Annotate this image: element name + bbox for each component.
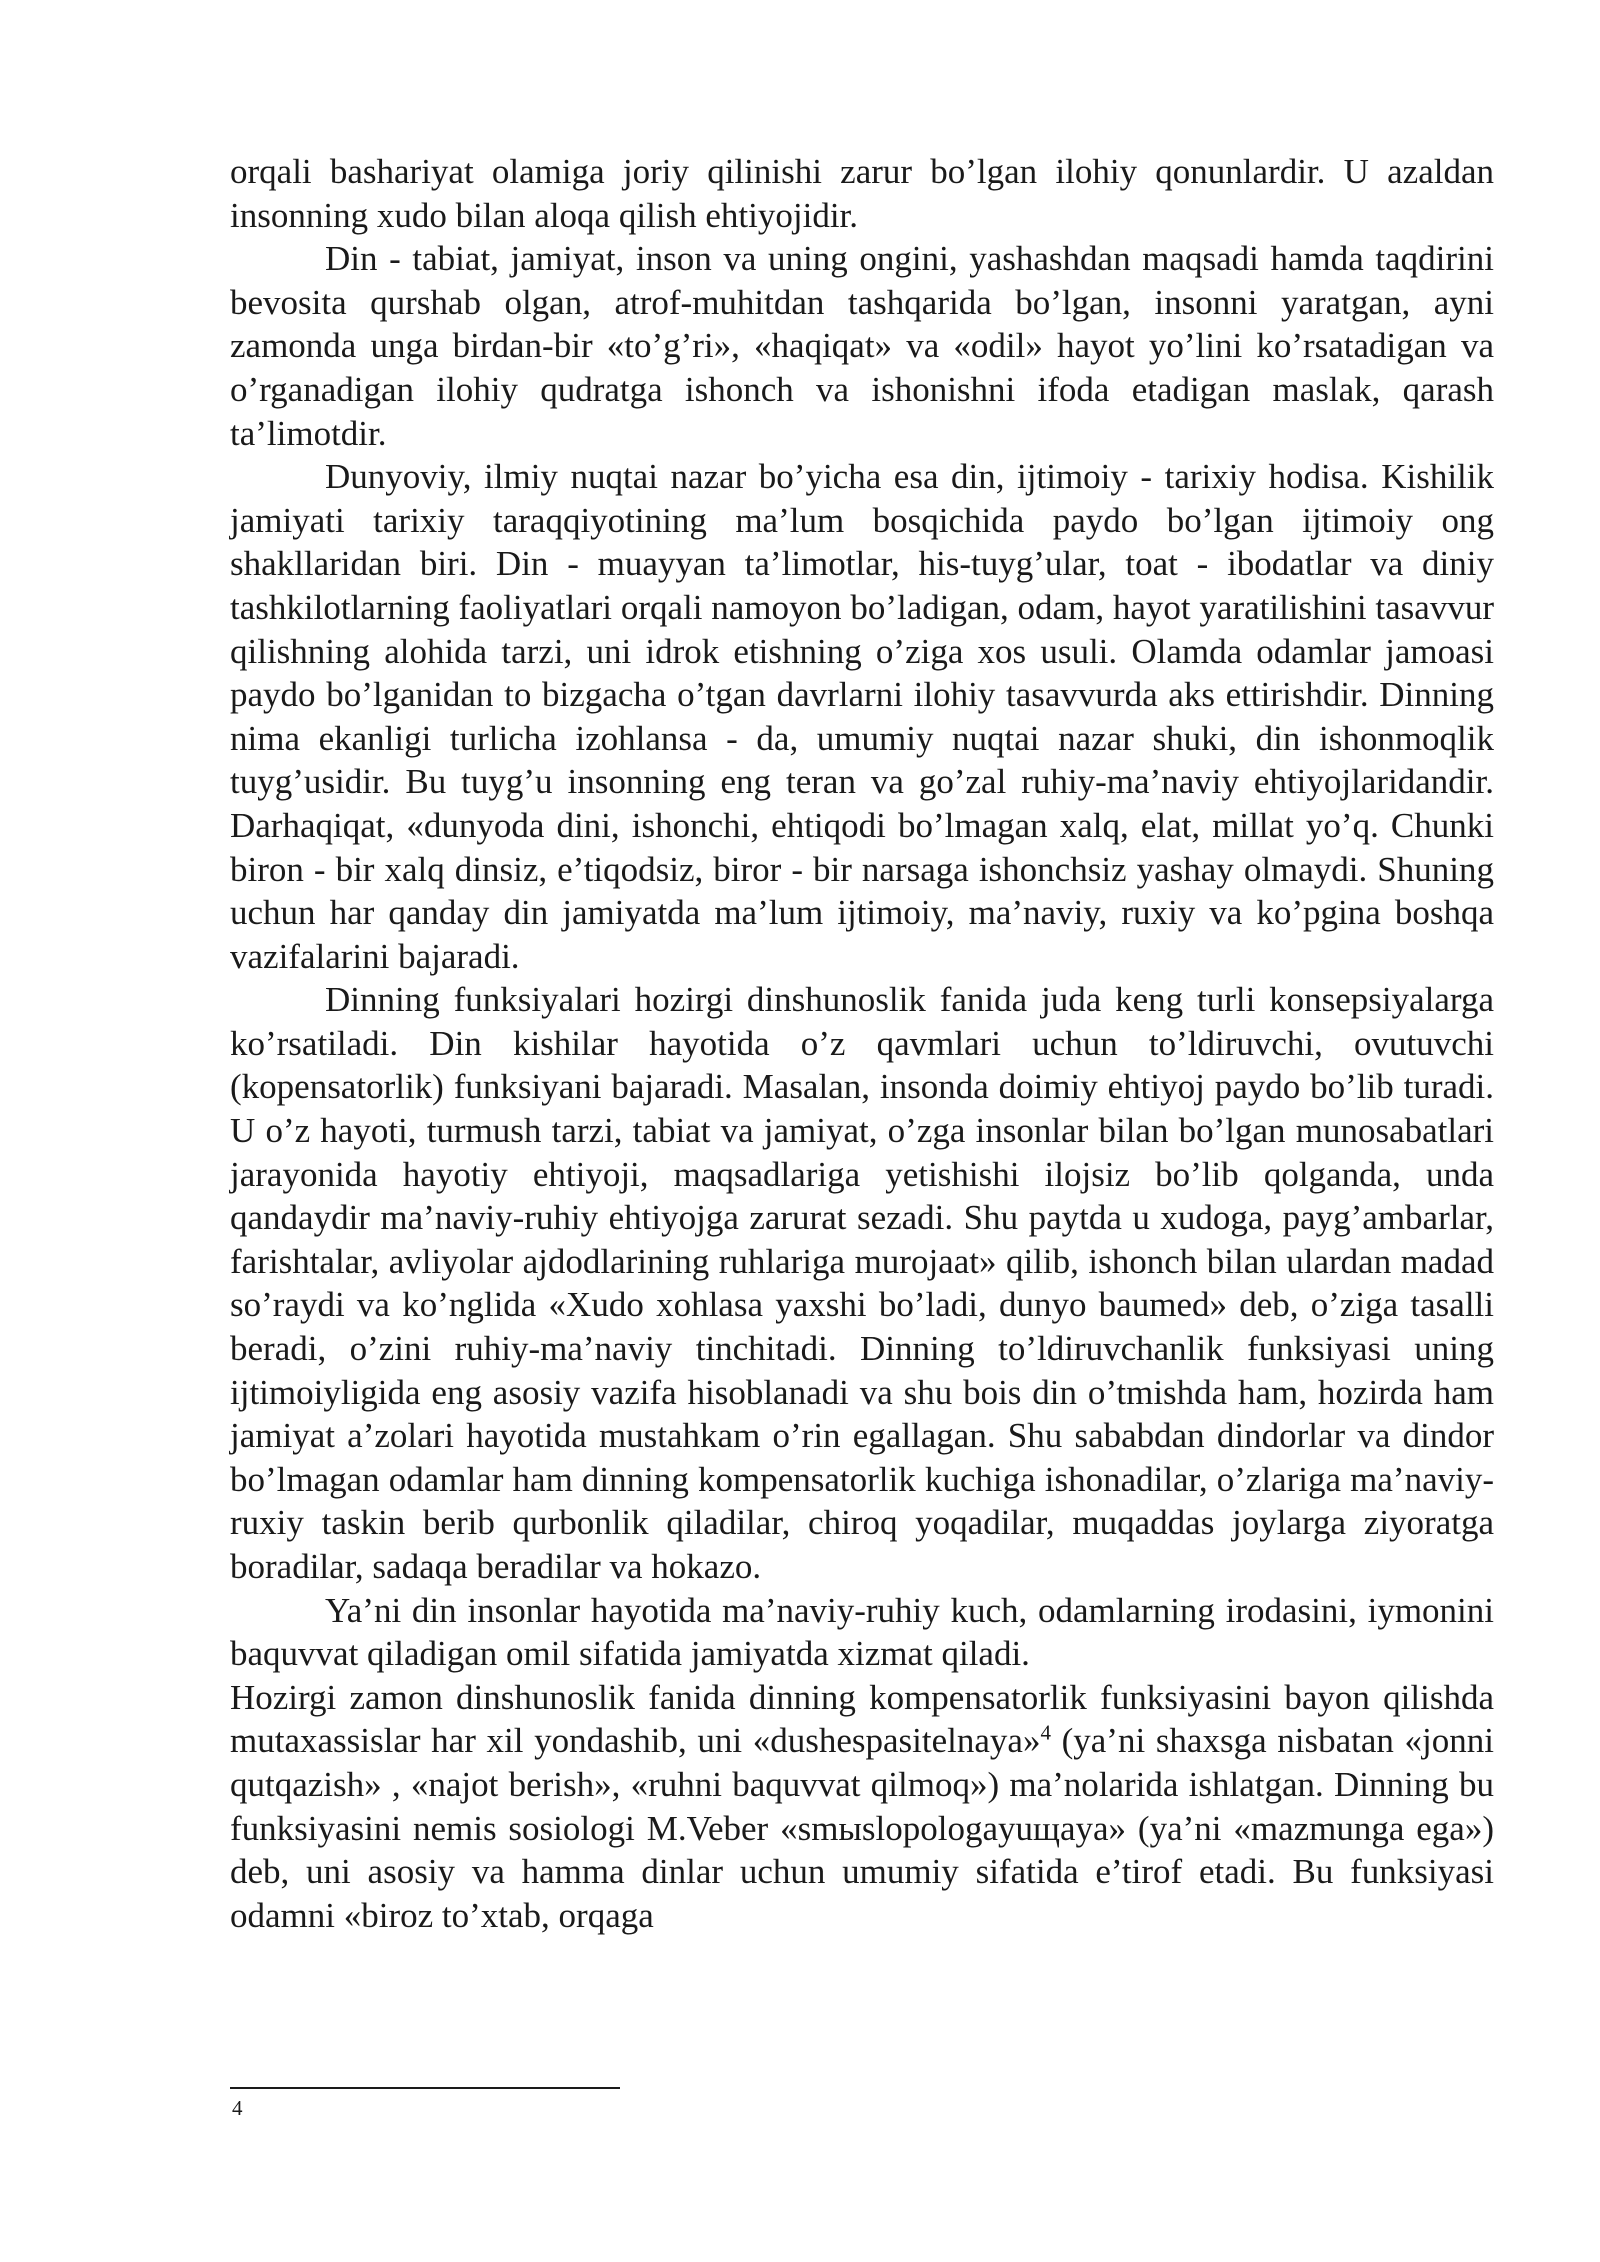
paragraph-functions: Dinning funksiyalari hozirgi dinshunoslik fanida juda keng turli konsepsiyalarga ko’rsatiladi. Din kishilar hayotida o’z qavmlari uchun to’ldiruvchi, ovutuvchi (kopensatorlik) funksiyani bajaradi. Masalan, insonda doimiy ehtiyoj paydo bo’lib turadi. U o’z hayoti, turmush tarzi, tabiat va jamiyat, o’zga insonlar bilan bo’lgan munosabatlari jarayonida hayotiy ehtiyoji, maqsadlariga yetishishi ilojsiz bo’lib qolganda, unda qandaydir ma’naviy-ruhiy ehtiyojga zarurat sezadi. Shu paytda u xudoga, payg’ambarlar, farishtalar, avliyolar ajdodlarining ruhlariga murojaat» qilib, ishonch bilan ulardan madad so’raydi va ko’nglida «Xudo xohlasa yaxshi bo’ladi, dunyo baumed» deb, o’ziga tasalli beradi, o’zini ruhiy-ma’naviy tinchitadi. Dinning to’ldiruvchanlik funksiyasi uning ijtimoiyligida eng asosiy vazifa hisoblanadi va shu bois din o’tmishda ham, hozirda ham jamiyat a’zolari hayotida mustahkam o’rin egallagan. Shu sababdan dindorlar va dindor bo’lmagan odamlar ham dinning kompensatorlik kuchiga ishonadilar, o’zlariga ma’naviy-ruxiy taskin berib qurbonlik qiladilar, chiroq yoqadilar, muqaddas joylarga ziyoratga boradilar, sadaqa beradilar va hokazo. bbox=[230, 980, 1494, 1586]
paragraph-compensatory bbox=[230, 1676, 1494, 1938]
footnote-reference: 4 bbox=[1040, 1720, 1051, 1745]
paragraph-continuation: orqali bashariyat olamiga joriy qilinishi zarur bo’lgan ilohiy qonunlardir. U azaldan insonning xudo bilan aloqa qilish ehtiyojidir. bbox=[230, 152, 1494, 235]
footnote-separator bbox=[230, 2087, 620, 2089]
body-text bbox=[230, 150, 1494, 1937]
paragraph-spiritual-force: Ya’ni din insonlar hayotida ma’naviy-ruhiy kuch, odamlarning irodasini, iymonini baquvvat qiladigan omil sifatida jamiyatda xizmat qiladi. bbox=[230, 1590, 1494, 1674]
paragraph-din-definition: Din - tabiat, jamiyat, inson va uning ongini, yashashdan maqsadi hamda taqdirini bevosita qurshab olgan, atrof-muhitdan tashqarida bo’lgan, insonni yaratgan, ayni zamonda unga birdan-bir «to’g’ri», «haqiqat» va «odil» hayot yo’lini ko’rsatadigan va o’rganadigan ilohiy qudratga ishonch va ishonishni ifoda etadigan maslak, qarash ta’limotdir. bbox=[230, 239, 1494, 453]
footnote-number: 4 bbox=[232, 2096, 243, 2120]
paragraph-secular-view: Dunyoviy, ilmiy nuqtai nazar bo’yicha esa din, ijtimoiy - tarixiy hodisa. Kishilik jamiyati tarixiy taraqqiyotining ma’lum bosqichida paydo bo’lgan ijtimoiy ong shakllaridan biri. Din - muayyan ta’limotlar, his-tuyg’ular, toat - ibodatlar va diniy tashkilotlarning faoliyatlari orqali namoyon bo’ladigan, odam, hayot yaratilishini tasavvur qilishning alohida tarzi, uni idrok etishning o’ziga xos usuli. Olamda odamlar jamoasi paydo bo’lganidan to bizgacha o’tgan davrlarni ilohiy tasavvurda aks ettirishdir. Dinning nima ekanligi turlicha izohlansa - da, umumiy nuqtai nazar shuki, din ishonmoqlik tuyg’usidir. Bu tuyg’u insonning eng teran va go’zal ruhiy-ma’naviy ehtiyojlaridandir. Darhaqiqat, «dunyoda dini, ishonchi, ehtiqodi bo’lmagan xalq, elat, millat yo’q. Chunki biron - bir xalq dinsiz, e’tiqodsiz, biror - bir narsaga ishonchsiz yashay olmaydi. Shuning uchun har qanday din jamiyatda ma’lum ijtimoiy, ma’naviy, ruxiy va ko’pgina boshqa vazifalarini bajaradi. bbox=[230, 457, 1494, 976]
paragraph-compensatory-start: Hozirgi zamon dinshunoslik fanida dinning kompensatorlik funksiyasini bayon qilishda mutaxassislar har xil yondashib, uni «dushespasitelnaya» bbox=[230, 1677, 1494, 1761]
paragraph-compensatory-end: (ya’ni shaxsga nisbatan «jonni qutqazish» , «najot berish», «ruhni baquvvat qilmoq») ma’nolarida ishlatgan. Dinning bu funksiyasini nemis sosiologi M.Veber «smыslopologayuщaya» (ya’ni «mazmunga ega») deb, uni asosiy va hamma dinlar uchun umumiy sifatida e’tirof etadi. Bu funksiyasi odamni «biroz to’xtab, orqaga bbox=[230, 1721, 1495, 1935]
